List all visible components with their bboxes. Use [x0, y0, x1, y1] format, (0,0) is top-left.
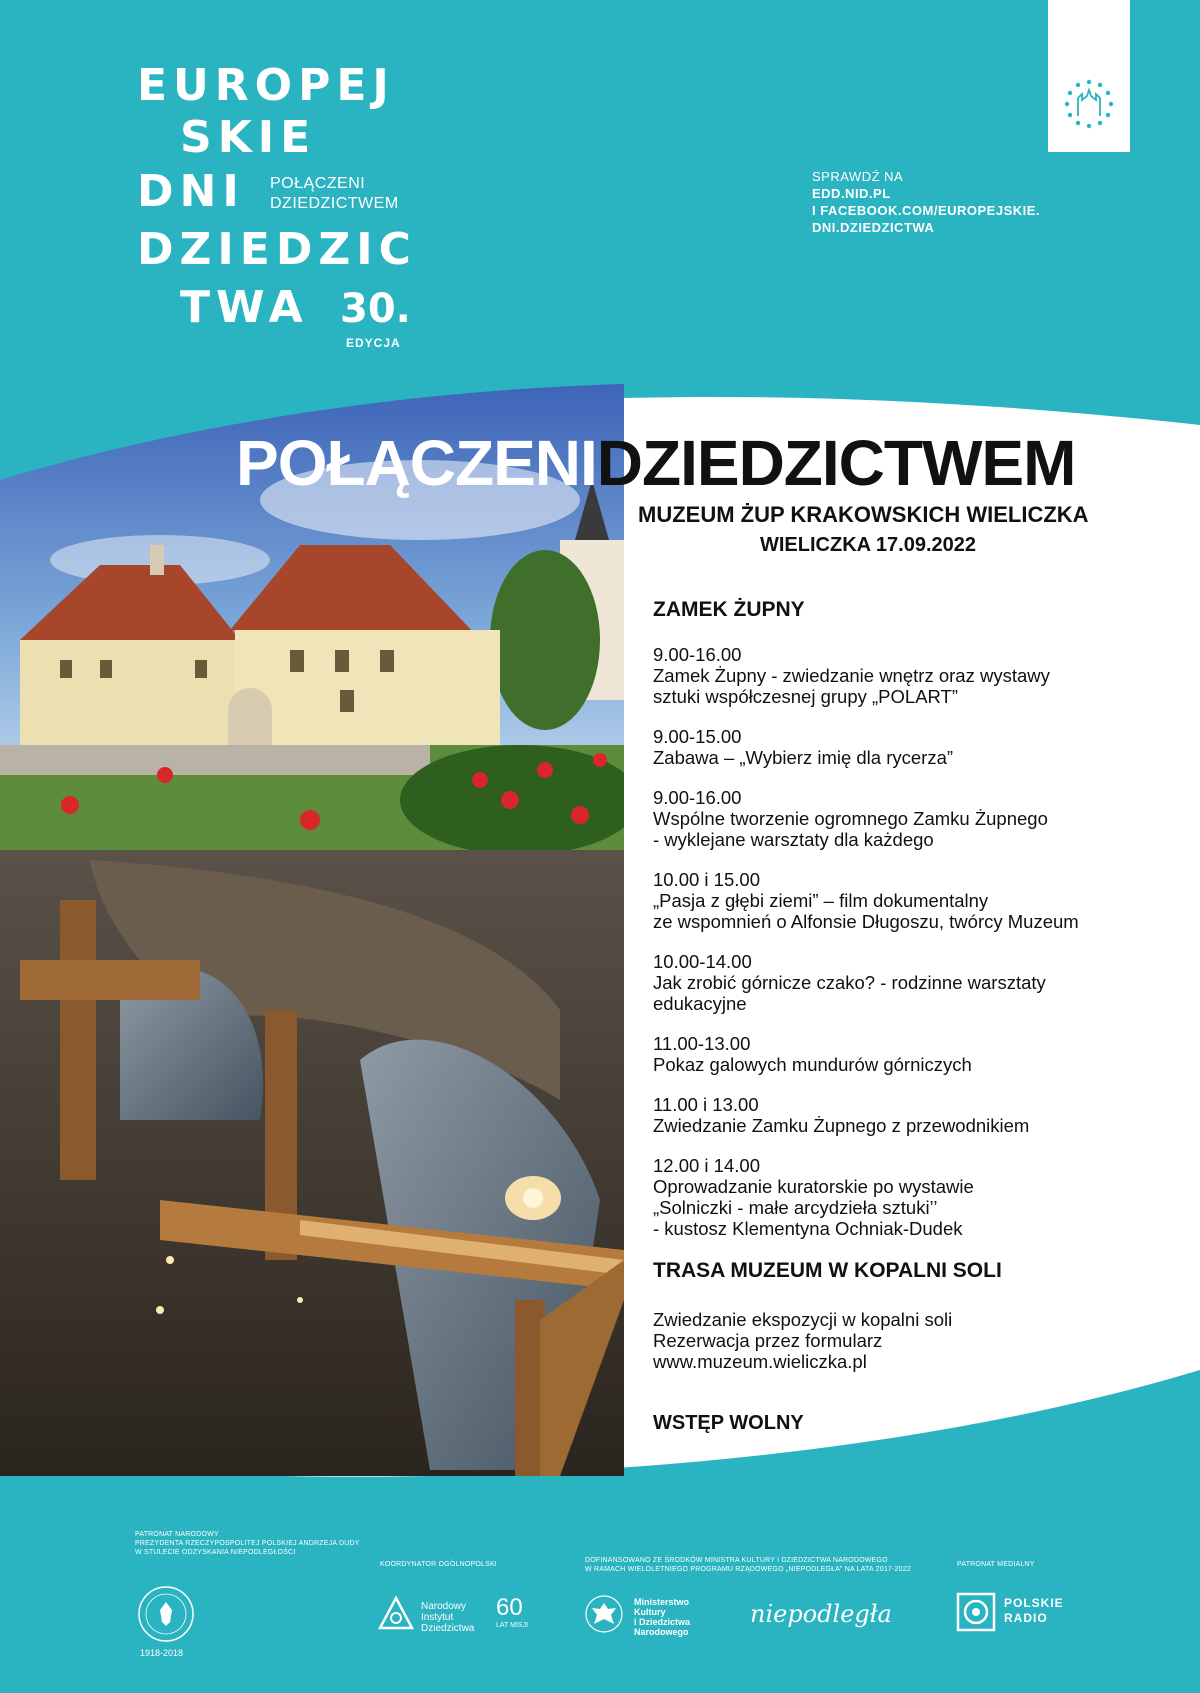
item-desc: Zabawa – „Wybierz imię dla rycerza” [653, 747, 954, 768]
motto-line-2: DZIEDZICTWEM [270, 195, 399, 212]
item-desc: Zwiedzanie Zamku Żupnego z przewodnikiem [653, 1115, 1030, 1136]
ministry-name [634, 1597, 690, 1637]
main-title-part2: DZIEDZICTWEM [596, 427, 1076, 499]
item-desc: edukacyjne [653, 993, 747, 1014]
program-item [653, 1094, 1193, 1136]
check-link-edd[interactable]: EDD.NID.PL [812, 186, 891, 201]
check-line-1: SPRAWDŹ NA [812, 169, 904, 184]
program-item [653, 787, 1193, 850]
edd-logo-line-3: DNI [137, 166, 245, 217]
nid-line: Narodowy [421, 1601, 467, 1612]
program-item [653, 1155, 1193, 1239]
item-time: 12.00 i 14.00 [653, 1155, 760, 1176]
item-desc: Oprowadzanie kuratorskie po wystawie [653, 1176, 974, 1197]
item-time: 9.00-16.00 [653, 644, 742, 665]
item-time: 11.00-13.00 [653, 1033, 751, 1054]
check-link-facebook-cont[interactable]: DNI.DZIEDZICTWA [812, 220, 935, 235]
nid-name [421, 1601, 474, 1634]
program-item [653, 869, 1193, 932]
item-desc: Zamek Żupny - zwiedzanie wnętrz oraz wystawy [653, 665, 1050, 686]
section-title-zamek: ZAMEK ŻUPNY [653, 598, 805, 621]
edd-logo-line-2: SKIE [180, 112, 317, 163]
check-link-facebook[interactable]: I FACEBOOK.COM/EUROPEJSKIE. [812, 203, 1041, 218]
program-item [653, 726, 1193, 768]
ministry-line: Kultury [634, 1607, 666, 1617]
item-time: 9.00-16.00 [653, 787, 742, 808]
program-item [653, 644, 1193, 707]
edd-logo-line-4: DZIEDZIC [137, 224, 417, 275]
program [653, 598, 1193, 1435]
item-desc: „Solniczki - małe arcydzieła sztuki’’ [653, 1197, 938, 1218]
check-info [812, 168, 1040, 236]
trasa-note [653, 1309, 1193, 1372]
ministry-line: i Dziedzictwa [634, 1617, 691, 1627]
radio-line: POLSKIE [1004, 1596, 1064, 1610]
edd-logo-line-1: EUROPEJ [137, 60, 395, 111]
nid-line: Dziedzictwa [421, 1623, 475, 1634]
patronat-line: PATRONAT NARODOWY [135, 1531, 219, 1538]
venue-name: MUZEUM ŻUP KRAKOWSKICH WIELICZKA [638, 502, 1089, 527]
main-title [236, 428, 1075, 498]
item-desc: - kustosz Klementyna Ochniak-Dudek [653, 1218, 963, 1239]
section-title-trasa: TRASA MUZEUM W KOPALNI SOLI [653, 1259, 1002, 1282]
patronat-medialny-text: PATRONAT MEDIALNY [957, 1561, 1035, 1568]
item-desc: Jak zrobić górnicze czako? - rodzinne warsztaty [653, 972, 1046, 993]
museum-website-link[interactable]: www.muzeum.wieliczka.pl [653, 1351, 867, 1372]
ehd-badge [1048, 0, 1130, 152]
patronat-text [135, 1530, 360, 1557]
main-title-part1: POŁĄCZENI [236, 427, 597, 499]
trasa-line: Zwiedzanie ekspozycji w kopalni soli [653, 1309, 953, 1330]
trasa-line: Rezerwacja przez formularz [653, 1330, 883, 1351]
item-desc: Wspólne tworzenie ogromnego Zamku Żupnego [653, 808, 1048, 829]
item-time: 9.00-15.00 [653, 726, 742, 747]
nid-lat: LAT MISJI [496, 1622, 529, 1629]
edition-label: EDYCJA [346, 336, 401, 350]
place-date: WIELICZKA 17.09.2022 [760, 534, 977, 556]
dofinansowano-line: W RAMACH WIELOLETNIEGO PROGRAMU RZĄDOWEGO „NIEPODLEGŁA” NA LATA 2017-2022 [585, 1566, 911, 1573]
years-text: 1918-2018 [140, 1648, 184, 1658]
patronat-line: PREZYDENTA RZECZYPOSPOLITEJ POLSKIEJ ANDRZEJA DUDY [135, 1540, 360, 1547]
free-entry: WSTĘP WOLNY [653, 1412, 804, 1434]
motto-line-1: POŁĄCZENI [270, 175, 366, 192]
edd-logo-line-5: TWA [180, 282, 309, 333]
patronat-line: W STULECIE ODZYSKANIA NIEPODLEGŁOŚCI [135, 1549, 296, 1556]
item-desc: „Pasja z głębi ziemi” – film dokumentalny [653, 890, 989, 911]
item-time: 11.00 i 13.00 [653, 1094, 759, 1115]
nid-line: Instytut [421, 1612, 454, 1623]
ministry-line: Narodowego [634, 1627, 689, 1637]
item-time: 10.00 i 15.00 [653, 869, 760, 890]
polskie-radio-name [1004, 1596, 1064, 1626]
edition-number: 30. [340, 286, 411, 332]
program-item [653, 1033, 1193, 1075]
ehd-stars-castle-icon [1048, 0, 1130, 152]
presidential-seal-icon [136, 1584, 196, 1644]
radio-line: RADIO [1004, 1611, 1048, 1625]
program-item [653, 951, 1193, 1014]
nid-60: 60 [496, 1594, 523, 1621]
dofinansowano-line: DOFINANSOWANO ZE ŚRODKÓW MINISTRA KULTURY I DZIEDZICTWA NARODOWEGO [585, 1557, 888, 1564]
item-desc: sztuki współczesnej grupy „POLART” [653, 686, 959, 707]
ministry-line: Ministerstwo [634, 1597, 690, 1607]
nid-logo-icon [378, 1596, 414, 1632]
item-time: 10.00-14.00 [653, 951, 752, 972]
eagle-emblem-icon [584, 1594, 624, 1634]
item-desc: - wyklejane warsztaty dla każdego [653, 829, 934, 850]
polskie-radio-icon [956, 1592, 996, 1632]
koordynator-text: KOORDYNATOR OGÓLNOPOLSKI [380, 1561, 497, 1568]
item-desc: ze wspomnień o Alfonsie Długoszu, twórcy Muzeum [653, 911, 1079, 932]
dofinansowano-text [585, 1556, 911, 1574]
niepodlegla-logo: niepodległa [750, 1600, 892, 1628]
item-desc: Pokaz galowych mundurów górniczych [653, 1054, 972, 1075]
